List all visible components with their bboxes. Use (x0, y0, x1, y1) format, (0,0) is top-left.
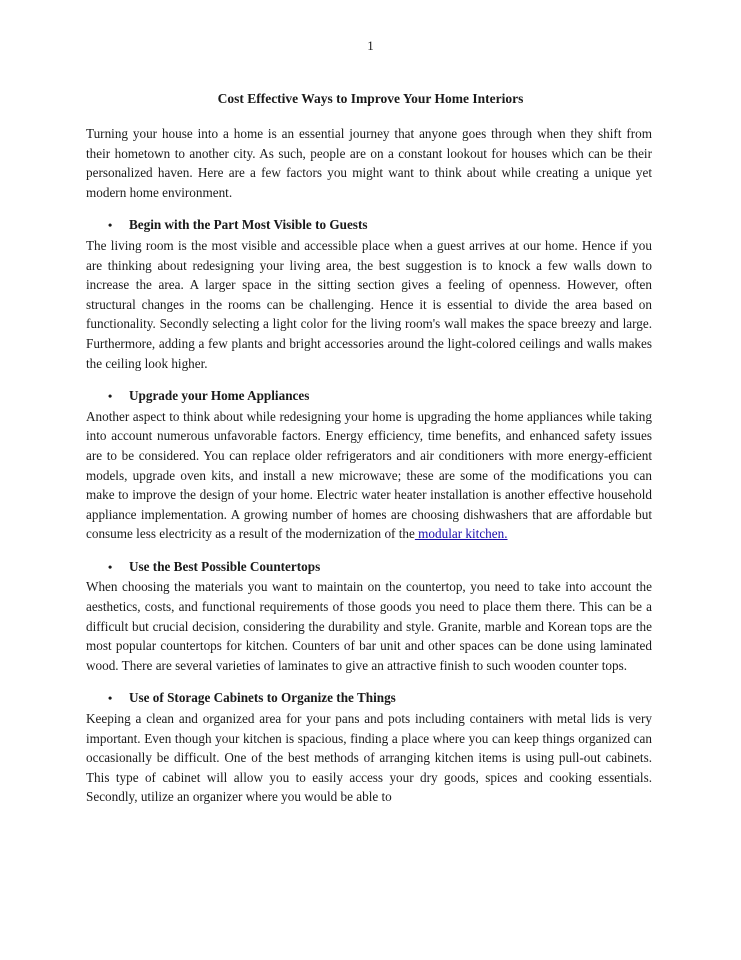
page-number: 1 (367, 38, 374, 53)
bullet-icon: • (108, 389, 113, 404)
section-heading (86, 386, 652, 407)
modular-kitchen-link[interactable]: modular kitchen. (414, 526, 508, 542)
section-appliances (86, 386, 652, 544)
section-heading-text: Begin with the Part Most Visible to Guests (129, 217, 368, 233)
section-paragraph: Keeping a clean and organized area for your pans and pots including containers with metal lids is very important. Even though your kitchen is spacious, finding a place where you can keep things organized can occasionally be difficult. One of the best methods of arranging kitchen items is using pull-out cabinets. This type of cabinet will allow you to easily access your dry goods, spices and cooking essentials. Secondly, utilize an organizer where you would be able to (86, 711, 652, 805)
section-storage-cabinets (86, 688, 652, 807)
bullet-icon: • (108, 559, 113, 574)
section-heading-text: Upgrade your Home Appliances (129, 388, 310, 404)
section-paragraph: When choosing the materials you want to maintain on the countertop, you need to take into account the aesthetics, costs, and functional requirements of those goods you need to place them there. This can be a difficult but crucial decision, considering the durability and style. Granite, marble and Korean tops are the most popular countertops for kitchen. Counters of bar unit and other spaces can be done using laminated wood. There are several varieties of laminates to give an attractive finish to such wooden counter tops. (86, 579, 652, 673)
section-heading (86, 557, 652, 578)
section-heading (86, 688, 652, 709)
section-living-room (86, 215, 652, 373)
section-heading (86, 215, 652, 236)
section-countertops (86, 557, 652, 676)
intro-paragraph: Turning your house into a home is an essential journey that anyone goes through when they shift from their hometown to another city. As such, people are on a constant lookout for houses which can be their personalized haven. Here are a few factors you might want to think about while creating a unique yet modern home environment. (86, 126, 652, 200)
section-heading-text: Use the Best Possible Countertops (129, 558, 321, 574)
section-paragraph-text: Another aspect to think about while redesigning your home is upgrading the home appliances while taking into account numerous unfavorable factors. Energy efficiency, time benefits, and enhanced safety issues are to be considered. You can replace older refrigerators and air conditioners with more energy-efficient models, upgrade oven kits, and install a new microwave; these are some of the modifications you can make to improve the design of your home. Electric water heater installation is another effective household appliance implementation. A growing number of homes are choosing dishwashers that are affordable but consume less electricity as a result of the modernization of the (86, 408, 652, 542)
section-heading-text: Use of Storage Cabinets to Organize the Things (129, 690, 396, 706)
document-title: Cost Effective Ways to Improve Your Home Interiors (217, 91, 524, 106)
bullet-icon: • (108, 218, 113, 233)
section-paragraph (86, 407, 652, 544)
section-paragraph: The living room is the most visible and accessible place when a guest arrives at our home. Hence if you are thinking about redesigning your living area, the best suggestion is to knock a few walls down to increase the area. A larger space in the sitting section gives a feeling of openness. However, often structural changes in the rooms can be challenging. Hence it is essential to divide the area based on functionality. Secondly selecting a light color for the living room's wall makes the space breezy and large. Furthermore, adding a few plants and bright accessories around the light-colored ceilings and walls makes the ceiling look higher. (86, 237, 652, 371)
bullet-icon: • (108, 691, 113, 706)
document-body (86, 124, 652, 807)
